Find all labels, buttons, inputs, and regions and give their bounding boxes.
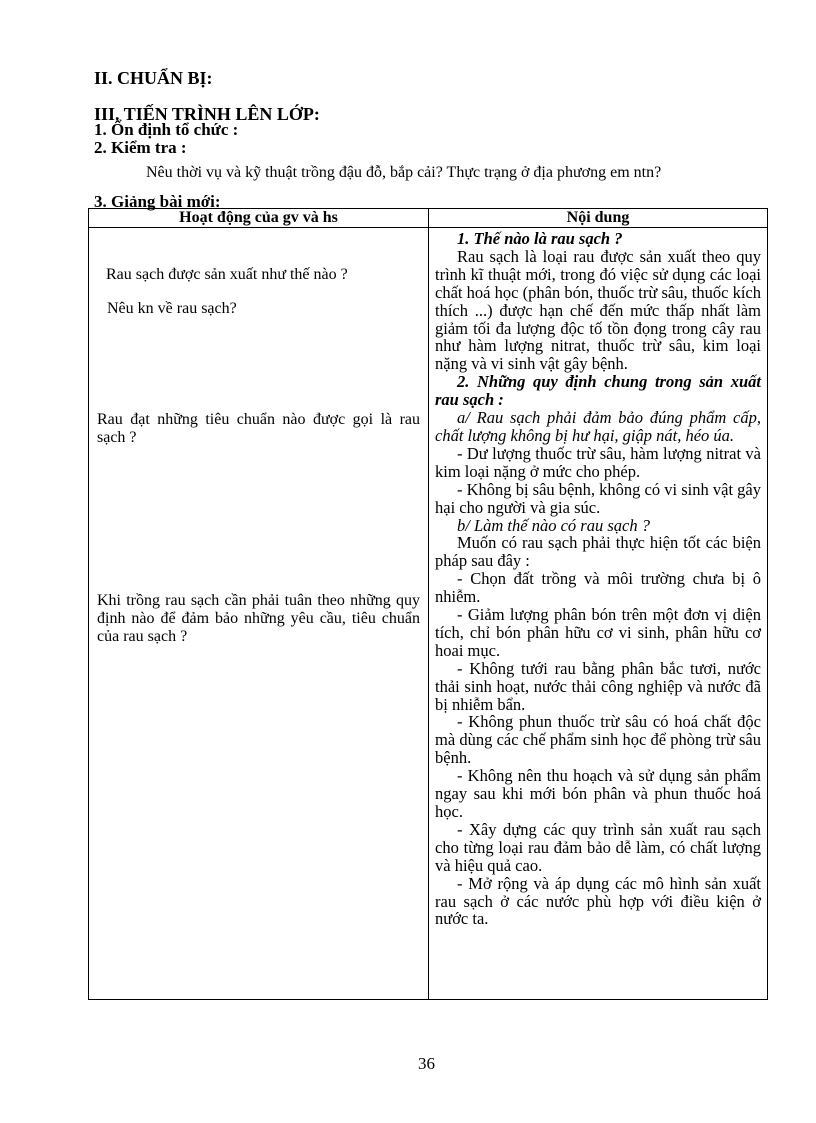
- section-2-title: 2. Những quy định chung trong sản xuất rau sạch :: [435, 372, 761, 410]
- content-cell: [429, 228, 768, 1000]
- sub-b-title: b/ Làm thế nào có rau sạch ?: [457, 515, 650, 535]
- question-3: Rau đạt những tiêu chuẩn nào được gọi là rau sạch ?: [97, 411, 420, 446]
- question-1: Rau sạch được sản xuất như thế nào ?: [106, 266, 348, 283]
- table-header-row: [89, 209, 768, 228]
- list-item-b1: - Chọn đất trồng và môi trường chưa bị ô nhiễm.: [435, 569, 761, 607]
- heading-process: III. TIẾN TRÌNH LÊN LỚP:: [94, 104, 320, 124]
- list-item-b3: - Không tưới rau bằng phân bắc tươi, nước thải sinh hoạt, nước thải công nghiệp và nước đã bị nhiễm bẩn.: [435, 658, 761, 714]
- page-number: 36: [418, 1054, 435, 1073]
- sub-b-intro: Muốn có rau sạch phải thực hiện tốt các biện pháp sau đây :: [435, 533, 761, 571]
- question-2: Nêu kn về rau sạch?: [107, 300, 237, 317]
- question-4: Khi trồng rau sạch cần phải tuân theo những quy định nào để đảm bảo những yêu cầu, tiêu chuẩn của rau sạch ?: [97, 592, 420, 645]
- heading-prep: II. CHUẨN BỊ:: [94, 68, 213, 88]
- list-item-b5: - Không nên thu hoạch và sử dụng sản phẩm ngay sau khi mới bón phân và phun thuốc hoá học.: [435, 766, 761, 821]
- step-3-title: 3. Giảng bài mới:: [94, 192, 221, 211]
- list-item-a1: - Dư lượng thuốc trừ sâu, hàm lượng nitrat và kim loại nặng ở mức cho phép.: [435, 443, 761, 481]
- lesson-table: [88, 208, 768, 1000]
- list-item-b2: - Giảm lượng phân bón trên một đơn vị diện tích, chỉ bón phân hữu cơ vi sinh, phân hữu cơ hoai mục.: [435, 605, 761, 660]
- check-question: Nêu thời vụ và kỹ thuật trồng đậu đỗ, bắp cải? Thực trạng ở địa phương em ntn?: [146, 164, 662, 181]
- sub-a-title: a/ Rau sạch phải đảm bảo đúng phẩm cấp, chất lượng không bị hư hại, giập nát, héo úa.: [435, 408, 761, 445]
- section-1-body: Rau sạch là loại rau được sản xuất theo quy trình kĩ thuật mới, trong đó việc sử dụng các loại chất hoá học (phân bón, thuốc trừ sâu, thuốc kích thích ...) được hạn chế đến mức thấp nhất làm giảm tối đa lượng độc tố tồn đọng trong cây rau như hàm lượng nitrat, thuốc trừ sâu, kim loại nặng và vi sinh vật gây bệnh.: [435, 246, 761, 374]
- activities-cell: [89, 228, 429, 1000]
- step-1-title: 1. Ổn định tổ chức :: [94, 120, 239, 139]
- table-body-row: [89, 228, 768, 1000]
- list-item-b7: - Mở rộng và áp dụng các mô hình sản xuất rau sạch ở các nước phù hợp với điều kiện ở nước ta.: [435, 873, 761, 929]
- list-item-a2: - Không bị sâu bệnh, không có vi sinh vật gây hại cho người và gia súc.: [435, 479, 761, 517]
- column-header-activities: Hoạt động của gv và hs: [89, 209, 429, 228]
- list-item-b4: - Không phun thuốc trừ sâu có hoá chất độc mà dùng các chế phẩm sinh học để phòng trừ sâu bệnh.: [435, 712, 761, 768]
- column-header-content: Nội dung: [429, 209, 768, 228]
- section-1-title: 1. Thế nào là rau sạch ?: [457, 229, 623, 248]
- list-item-b6: - Xây dựng các quy trình sản xuất rau sạch cho từng loại rau đảm bảo dễ làm, có chất lượng và hiệu quả cao.: [435, 819, 761, 875]
- step-2-title: 2. Kiểm tra :: [94, 138, 187, 157]
